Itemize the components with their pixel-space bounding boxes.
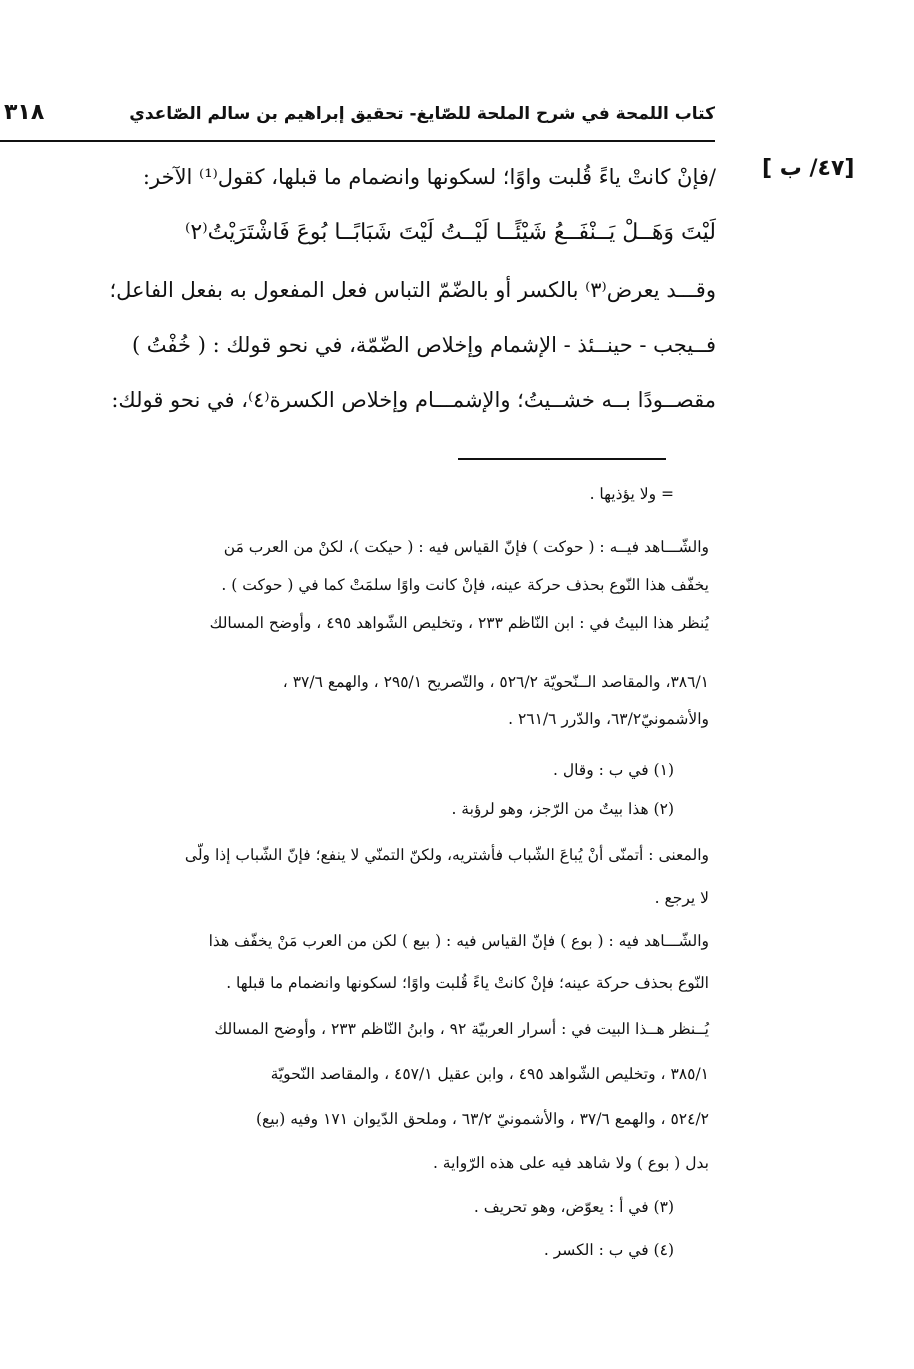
manuscript-folio-mark: [ ٤٧/ ب] — [762, 156, 855, 181]
footnote-item: (٣) في أ : يعوّض، وهو تحريف . — [473, 1198, 674, 1216]
footnote-item: (٢) هذا بيتٌ من الرّجز، وهو لرؤبة . — [451, 800, 674, 818]
footnote-line: لا يرجع . — [654, 889, 709, 907]
main-text-line: /فإنْ كانتْ ياءً قُلبت واوًا؛ لسكونها وانضمام ما قبلها، كقول⁽¹⁾ الآخر: — [142, 165, 716, 189]
footnote-line: ٣٨٦/١، والمقاصد الــنّحويّة ٥٢٦/٢ ، والتّصريح ٢٩٥/١ ، والهمع ٣٧/٦ ، — [282, 673, 709, 691]
verse-line: لَيْتَ وَهَــلْ يَــنْفَــعُ شَيْئًــا لَيْــتُ لَيْتَ شَبَابًــا بُوعَ فَاشْتَرَيْتُ⁽٢⁾ — [184, 220, 716, 245]
footnote-line: ٥٢٤/٢ ، والهمع ٣٧/٦ ، والأشمونيّ ٦٣/٢ ، وملحق الدّيوان ١٧١ وفيه (بيع) — [255, 1110, 709, 1128]
footnote-line: والأشمونيّ٦٣/٢، والدّرر ٢٦١/٦ . — [508, 710, 709, 728]
footnote-line: يُنظر هذا البيتُ في : ابن النّاظم ٢٣٣ ، وتخليص الشّواهد ٤٩٥ ، وأوضح المسالك — [209, 614, 709, 632]
footnote-line: يخفّف هذا النّوع بحذف حركة عينه، فإنْ كانت واوًا سلمَتْ كما في ( حوكت ) . — [221, 576, 709, 594]
footnote-line: = ولا يؤذيها . — [589, 485, 674, 503]
main-text-line: وقـــد يعرض⁽٣⁾ بالكسر أو بالضّمّ التباس فعل المفعول به بفعل الفاعل؛ — [109, 278, 716, 302]
main-text-line: مقصــودًا بــه خشــيتُ؛ والإشمـــام وإخلاص الكسرة⁽٤⁾، في نحو قولك: — [111, 388, 716, 412]
footnote-line: ٣٨٥/١ ، وتخليص الشّواهد ٤٩٥ ، وابن عقيل ٤٥٧/١ ، والمقاصد النّحويّة — [270, 1065, 709, 1083]
footnote-line: بدل ( بوع ) ولا شاهد فيه على هذه الرّواية . — [432, 1154, 709, 1172]
page-number: ٣١٨ — [4, 100, 45, 125]
footnote-separator — [458, 458, 666, 460]
footnote-line: والشّـــاهد فيه : ( بوع ) فإنّ القياس فيه : ( بيع ) لكن من العرب مَنْ يخفّف هذا — [208, 932, 709, 950]
header-title: كتاب اللمحة في شرح الملحة للصّايغ- تحقيق إبراهيم بن سالم الصّاعدي — [129, 104, 715, 124]
footnote-line: والمعنى : أتمنّى أنْ يُباعَ الشّباب فأشتريه، ولكنّ التمنّي لا ينفع؛ فإنّ الشّباب إذا ولّى — [184, 846, 709, 864]
footnote-line: والشّـــاهد فيــه : ( حوكت ) فإنّ القياس فيه : ( حيكت )، لكنْ من العرب مَن — [223, 538, 709, 556]
running-header — [0, 100, 715, 136]
footnote-item: (٤) في ب : الكسر . — [543, 1241, 674, 1259]
main-text-line: فــيجب - حينــئذ - الإشمام وإخلاص الضّمّة، في نحو قولك : ( خُفْتُ ) — [131, 333, 716, 357]
header-rule — [0, 140, 715, 142]
footnote-item: (١) في ب : وقال . — [552, 761, 674, 779]
footnote-line: يُــنظر هــذا البيت في : أسرار العربيّة ٩٢ ، وابنُ النّاظم ٢٣٣ ، وأوضح المسالك — [214, 1020, 709, 1038]
footnote-line: النّوع بحذف حركة عينه؛ فإنْ كانتْ ياءً قُلبت واوًا؛ لسكونها وانضمام ما قبلها . — [226, 974, 709, 992]
